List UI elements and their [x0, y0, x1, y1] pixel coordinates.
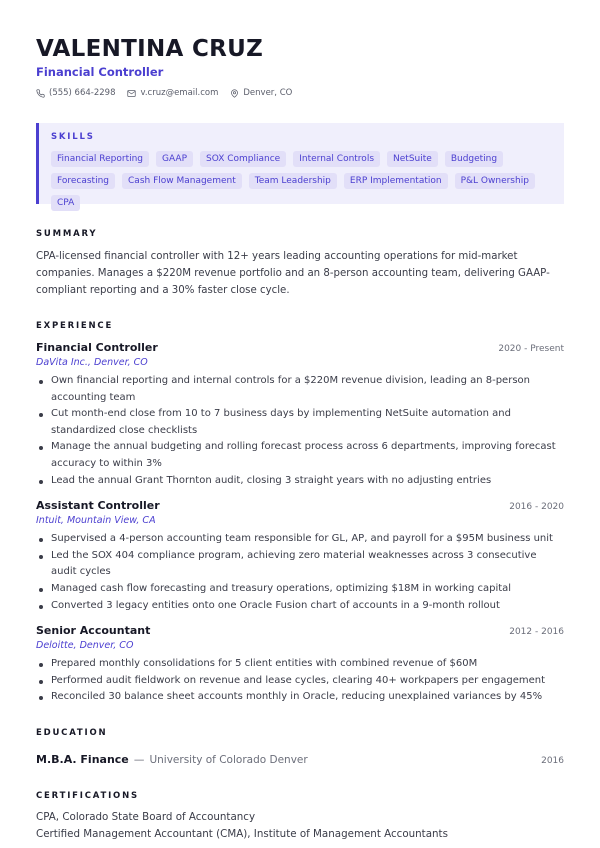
phone-text: (555) 664-2298 [49, 88, 116, 98]
email-text[interactable]: v.cruz@email.com [140, 88, 219, 98]
job-dates: 2020 - Present [498, 344, 564, 354]
skill-tag: Team Leadership [249, 173, 337, 189]
list-item: Led the SOX 404 compliance program, achieving zero material weaknesses across 3 consecutive audit cycles [36, 548, 564, 581]
location-text: Denver, CO [243, 88, 293, 98]
list-item: Manage the annual budgeting and rolling forecast process across 6 departments, improving forecast accuracy to within 3% [36, 439, 564, 472]
job-title: Assistant Controller [36, 499, 160, 513]
job-bullets [36, 531, 564, 614]
list-item: Managed cash flow forecasting and treasury operations, optimizing $18M in working capital [36, 581, 564, 598]
experience-heading: EXPERIENCE [36, 321, 114, 331]
job-bullets [36, 373, 564, 489]
skill-tag: Budgeting [445, 151, 503, 167]
job-dates: 2016 - 2020 [509, 502, 564, 513]
skill-tag: Cash Flow Management [122, 173, 242, 189]
map-pin-icon [230, 89, 239, 98]
certification-item: CPA, Colorado State Board of Accountancy [36, 810, 256, 823]
certification-item: Certified Management Accountant (CMA), Institute of Management Accountants [36, 828, 448, 841]
skill-tag: SOX Compliance [200, 151, 286, 167]
skill-tag: Financial Reporting [51, 151, 149, 167]
contact-location [230, 88, 292, 98]
education-degree: M.B.A. Finance [36, 752, 129, 766]
education-school: University of Colorado Denver [149, 753, 308, 766]
skill-tag: Internal Controls [293, 151, 380, 167]
list-item: Prepared monthly consolidations for 5 client entities with combined revenue of $60M [36, 656, 564, 673]
candidate-role: Financial Controller [36, 65, 164, 79]
list-item: Reconciled 30 balance sheet accounts monthly in Oracle, reducing unexplained variances by 45% [36, 689, 564, 706]
skill-tag: CPA [51, 195, 80, 211]
list-item: Converted 3 legacy entities onto one Oracle Fusion chart of accounts in a 9-month rollout [36, 598, 564, 615]
candidate-name: VALENTINA CRUZ [36, 36, 264, 62]
list-item: Supervised a 4-person accounting team responsible for GL, AP, and payroll for a $95M business unit [36, 531, 564, 548]
education-year: 2016 [541, 755, 564, 766]
certifications-list [36, 809, 564, 844]
job-dates: 2012 - 2016 [509, 627, 564, 638]
list-item: Lead the annual Grant Thornton audit, closing 3 straight years with no adjusting entries [36, 473, 564, 490]
job-title: Financial Controller [36, 341, 158, 354]
education-separator: — [133, 753, 145, 766]
experience-section [36, 321, 564, 706]
list-item: Own financial reporting and internal controls for a $220M revenue division, leading an 8-person accounting team [36, 373, 564, 406]
certifications-heading: CERTIFICATIONS [36, 790, 139, 801]
list-item: Performed audit fieldwork on revenue and lease cycles, clearing 40+ workpapers per engagement [36, 673, 564, 690]
contact-phone [36, 88, 115, 98]
list-item: Cut month-end close from 10 to 7 business days by implementing NetSuite automation and standardized close checklists [36, 406, 564, 439]
skills-panel [36, 123, 564, 208]
job-company: Intuit, Mountain View, CA [36, 515, 156, 527]
skill-tag: GAAP [156, 151, 193, 167]
skill-tag: NetSuite [387, 151, 438, 167]
contact-row [36, 88, 564, 98]
summary-text: CPA-licensed financial controller with 12+ years leading accounting operations for mid-market companies. Manages a $220M revenue portfolio and an 8-person accounting team, delivering GAAP-compliant reporting and a 30% faster close cycle. [36, 251, 550, 296]
skills-tag-list [51, 151, 552, 211]
job-title: Senior Accountant [36, 624, 151, 638]
skills-heading: SKILLS [51, 132, 95, 142]
mail-icon [127, 89, 136, 98]
contact-email[interactable] [127, 88, 218, 98]
job-entry [36, 341, 564, 489]
skill-tag: ERP Implementation [344, 173, 448, 189]
education-entry [36, 748, 564, 767]
job-bullets [36, 656, 564, 706]
job-entry [36, 624, 564, 706]
job-company: DaVita Inc., Denver, CO [36, 357, 148, 368]
skill-tag: Forecasting [51, 173, 115, 189]
job-entry [36, 499, 564, 614]
summary-section [36, 229, 564, 299]
certifications-section [36, 791, 564, 844]
education-section [36, 728, 564, 767]
education-heading: EDUCATION [36, 727, 108, 738]
summary-heading: SUMMARY [36, 229, 98, 239]
phone-icon [36, 89, 45, 98]
job-company: Deloitte, Denver, CO [36, 640, 134, 652]
skill-tag: P&L Ownership [455, 173, 535, 189]
